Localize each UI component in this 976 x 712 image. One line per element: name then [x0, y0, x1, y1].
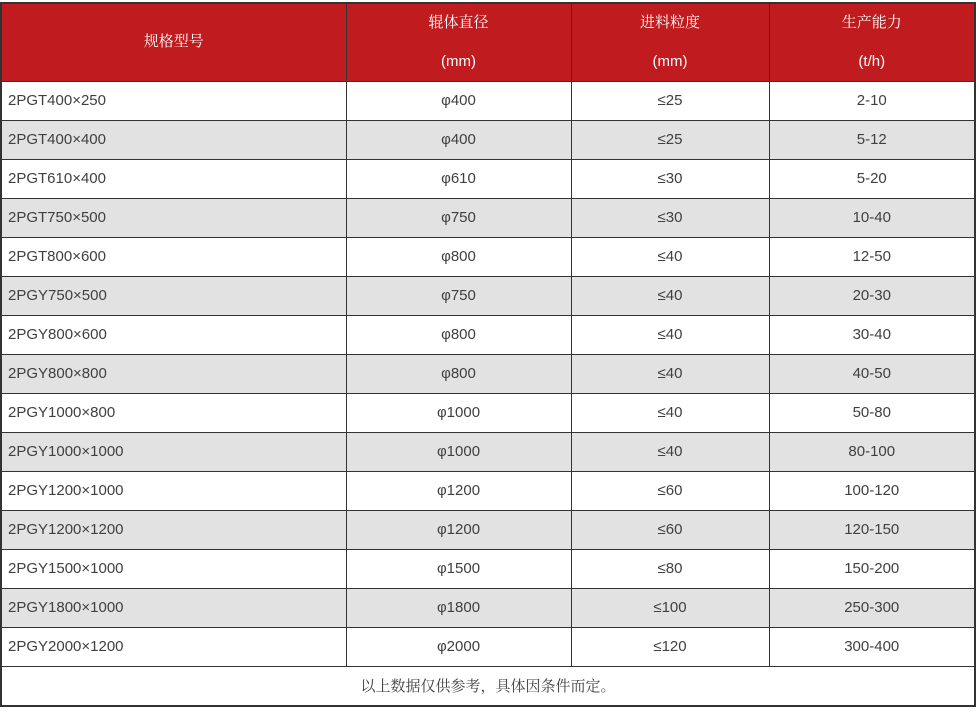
- model-cell: 2PGY1200×1000: [1, 471, 346, 510]
- value-cell: φ1800: [346, 588, 571, 627]
- value-cell: φ1200: [346, 471, 571, 510]
- column-header: [1, 3, 346, 81]
- table-row: [1, 276, 975, 315]
- table-row: [1, 588, 975, 627]
- value-cell: 5-12: [769, 120, 975, 159]
- value-cell: φ400: [346, 81, 571, 120]
- column-unit: (mm): [441, 52, 476, 70]
- table-row: [1, 81, 975, 120]
- table-row: [1, 159, 975, 198]
- value-cell: φ1000: [346, 432, 571, 471]
- model-cell: 2PGT750×500: [1, 198, 346, 237]
- table-header: [1, 3, 975, 81]
- model-cell: 2PGT400×400: [1, 120, 346, 159]
- value-cell: ≤40: [571, 354, 769, 393]
- value-cell: φ800: [346, 237, 571, 276]
- value-cell: ≤40: [571, 315, 769, 354]
- value-cell: ≤100: [571, 588, 769, 627]
- column-header: [346, 3, 571, 81]
- value-cell: φ800: [346, 315, 571, 354]
- value-cell: 150-200: [769, 549, 975, 588]
- table-row: [1, 627, 975, 666]
- model-cell: 2PGY1000×800: [1, 393, 346, 432]
- table-row: [1, 315, 975, 354]
- value-cell: ≤30: [571, 159, 769, 198]
- column-unit: (t/h): [858, 52, 886, 70]
- table-footer: [1, 666, 975, 706]
- table-row: [1, 510, 975, 549]
- value-cell: ≤40: [571, 432, 769, 471]
- value-cell: φ2000: [346, 627, 571, 666]
- value-cell: 40-50: [769, 354, 975, 393]
- model-cell: 2PGY800×800: [1, 354, 346, 393]
- model-cell: 2PGY2000×1200: [1, 627, 346, 666]
- value-cell: ≤25: [571, 120, 769, 159]
- value-cell: φ750: [346, 198, 571, 237]
- table-body: [1, 81, 975, 666]
- table-row: [1, 354, 975, 393]
- model-cell: 2PGY750×500: [1, 276, 346, 315]
- value-cell: φ400: [346, 120, 571, 159]
- model-cell: 2PGY1000×1000: [1, 432, 346, 471]
- value-cell: 250-300: [769, 588, 975, 627]
- table-row: [1, 549, 975, 588]
- table-row: [1, 393, 975, 432]
- value-cell: φ800: [346, 354, 571, 393]
- column-label: 规格型号: [143, 33, 204, 51]
- table-row: [1, 432, 975, 471]
- column-unit: (mm): [652, 52, 688, 70]
- value-cell: 300-400: [769, 627, 975, 666]
- model-cell: 2PGY1800×1000: [1, 588, 346, 627]
- value-cell: ≤40: [571, 393, 769, 432]
- value-cell: ≤60: [571, 510, 769, 549]
- value-cell: 2-10: [769, 81, 975, 120]
- value-cell: φ1000: [346, 393, 571, 432]
- table-row: [1, 198, 975, 237]
- column-label: 进料粒度: [639, 13, 700, 31]
- value-cell: 120-150: [769, 510, 975, 549]
- header-row: [1, 3, 975, 81]
- column-label: 辊体直径: [428, 13, 489, 31]
- value-cell: ≤120: [571, 627, 769, 666]
- value-cell: 10-40: [769, 198, 975, 237]
- model-cell: 2PGY1200×1200: [1, 510, 346, 549]
- spec-table: [0, 2, 976, 707]
- column-label: 生产能力: [841, 13, 902, 31]
- table-row: [1, 471, 975, 510]
- value-cell: φ1200: [346, 510, 571, 549]
- value-cell: 20-30: [769, 276, 975, 315]
- value-cell: 5-20: [769, 159, 975, 198]
- value-cell: ≤40: [571, 276, 769, 315]
- value-cell: ≤40: [571, 237, 769, 276]
- value-cell: 30-40: [769, 315, 975, 354]
- value-cell: ≤25: [571, 81, 769, 120]
- value-cell: 100-120: [769, 471, 975, 510]
- value-cell: φ610: [346, 159, 571, 198]
- value-cell: ≤60: [571, 471, 769, 510]
- value-cell: φ750: [346, 276, 571, 315]
- value-cell: 80-100: [769, 432, 975, 471]
- table-row: [1, 120, 975, 159]
- value-cell: φ1500: [346, 549, 571, 588]
- value-cell: ≤30: [571, 198, 769, 237]
- column-header: [571, 3, 769, 81]
- column-header: [769, 3, 975, 81]
- footer-row: [1, 666, 975, 706]
- value-cell: 50-80: [769, 393, 975, 432]
- table-row: [1, 237, 975, 276]
- value-cell: 12-50: [769, 237, 975, 276]
- value-cell: ≤80: [571, 549, 769, 588]
- model-cell: 2PGY1500×1000: [1, 549, 346, 588]
- model-cell: 2PGT610×400: [1, 159, 346, 198]
- model-cell: 2PGT400×250: [1, 81, 346, 120]
- model-cell: 2PGT800×600: [1, 237, 346, 276]
- footer-note: 以上数据仅供参考，具体因条件而定。: [1, 666, 975, 706]
- model-cell: 2PGY800×600: [1, 315, 346, 354]
